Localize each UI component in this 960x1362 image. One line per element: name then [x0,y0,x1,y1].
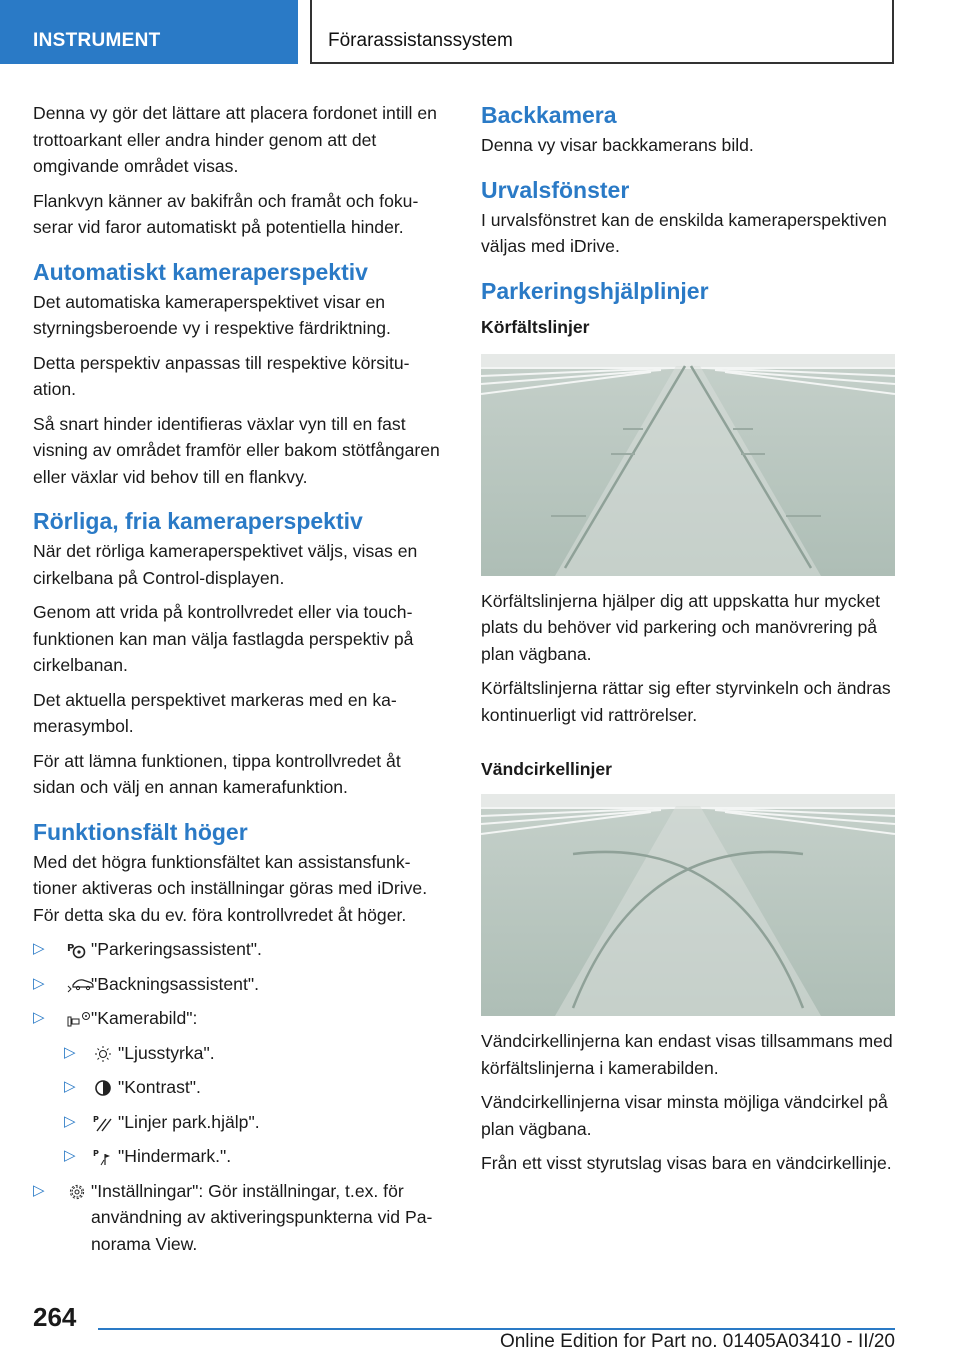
brightness-label: "Ljusstyrka". [118,1042,215,1063]
auto-paragraph-1: Det automatiska kameraperspektivet visar en styrningsberoende vy i respektive färdriktning. [33,291,391,338]
camera-sublist [33,1040,445,1170]
free-paragraph-1: När det rörliga kameraperspektivet väljs, visas en cirkelbana på Control-displayen. [33,541,418,588]
lane-lines-figure [481,354,895,576]
auto-paragraph-3: Så snart hinder identifieras växlar vyn till en fast visning av området framför eller bakom stötfångaren eller växlar vid behov till en flankvy. [33,413,440,487]
intro-paragraph-2: Flankvyn känner av bakifrån och framåt och fokuserar vid faror automatiskt på potentiella hinder. [33,190,419,237]
bullet-triangle: ▷ [33,974,45,992]
turning-lines-heading: Vändcirkellinjer [481,759,613,779]
parking-assistant-icon [67,941,87,959]
turning-paragraph-1: Vändcirkellinjerna kan endast visas tillsammans med körfältslinjerna i kamerabilden. [481,1031,893,1078]
lines-label: "Linjer park.hjälp". [118,1111,260,1132]
free-perspective-heading: Rörliga, fria kameraperspektiv [33,508,363,534]
bullet-triangle: ▷ [64,1147,76,1164]
auto-paragraph-2: Detta perspektiv anpassas till respektive körsituation. [33,352,410,399]
bullet-triangle: ▷ [64,1078,76,1095]
camera-icon [67,1010,93,1028]
rear-camera-paragraph: Denna vy visar backkamerans bild. [481,135,754,155]
reversing-label: "Backningsassistent". [91,973,259,994]
settings-label: "Inställningar": Gör inställningar, t.ex. för användning av aktiveringspunkterna vid Panorama View. [91,1180,433,1254]
function-field-paragraph: Med det högra funktionsfältet kan assistansfunktioner aktiveras och inställningar göras med iDrive. För detta ska du ev. föra kontrollvredet åt höger. [33,851,428,925]
contrast-icon [93,1079,113,1097]
svg-text:P: P [93,1149,99,1158]
camera-label: "Kamerabild": [91,1008,198,1028]
turning-paragraph-3: Från ett visst styrutslag visas bara en vändcirkellinje. [481,1153,892,1173]
function-list [33,936,445,1032]
right-column [481,100,895,1185]
selection-window-paragraph: I urvalsfönstret kan de enskilda kameraperspektiven väljas med iDrive. [481,209,887,256]
turning-paragraph-2: Vändcirkellinjerna visar minsta möjliga vändcirkel på plan vägbana. [481,1092,888,1139]
svg-text:P: P [67,943,75,954]
reversing-assistant-icon [67,976,95,994]
bullet-triangle: ▷ [64,1043,76,1061]
header-section-tab [0,0,298,64]
free-paragraph-4: För att lämna funktionen, tippa kontrollvredet åt sidan och välj en annan kamerafunktion. [33,750,401,797]
lane-lines-heading: Körfältslinjer [481,316,590,337]
bullet-triangle: ▷ [64,1112,76,1130]
list-item-reversing [33,971,445,998]
intro-paragraph-1: Denna vy gör det lättare att placera fordonet intill en trottoarkant eller andra hinder genom att det omgivande området visas. [33,103,437,176]
list-item-contrast [33,1074,445,1101]
list-item-settings [33,1178,445,1258]
list-item-obstacle [33,1143,445,1170]
selection-window-heading: Urvalsfönster [481,176,630,203]
list-item-camera [33,1005,445,1032]
footer-edition: Online Edition for Part no. 01405A03410 - II/20 [499,1331,895,1352]
free-paragraph-3: Det aktuella perspektivet markeras med en kamerasymbol. [33,689,397,736]
header-chapter-box [310,0,894,64]
auto-perspective-heading: Automatiskt kameraperspektiv [33,258,368,285]
section-title: INSTRUMENT [33,30,161,51]
function-field-heading: Funktionsfält höger [33,818,248,845]
bullet-triangle: ▷ [33,1181,45,1199]
lane-paragraph-1: Körfältslinjerna hjälper dig att uppskatta hur mycket plats du behöver vid parkering och manövrering på plan vägbana. [481,590,880,664]
list-item-lines [33,1109,445,1136]
settings-gear-icon [67,1183,87,1201]
settings-list [33,1178,445,1258]
turning-lines-figure [481,794,895,1016]
list-item-brightness [33,1040,445,1067]
footer-divider [98,1328,895,1330]
bullet-triangle: ▷ [33,1009,45,1026]
free-paragraph-2: Genom att vrida på kontrollvredet eller via touchfunktionen kan man välja fastlagda perspektiv på cirkelbanan. [33,602,414,675]
contrast-label: "Kontrast". [118,1077,201,1097]
brightness-icon [93,1045,113,1063]
left-column [33,100,445,1265]
rear-camera-heading: Backkamera [481,102,617,128]
bullet-triangle: ▷ [33,940,45,957]
page-number: 264 [33,1302,77,1332]
list-item-parking [33,936,445,963]
obstacle-label: "Hindermark.". [118,1146,232,1166]
parking-label: "Parkeringsassistent". [91,939,262,959]
chapter-title: Förarassistanssystem [328,30,513,51]
parking-lines-icon [93,1114,113,1132]
parking-lines-heading: Parkeringshjälplinjer [481,277,709,304]
lane-paragraph-2: Körfältslinjerna rättar sig efter styrvinkeln och ändras kontinuerligt vid rattrörelser. [481,678,891,725]
svg-text:P: P [93,1114,99,1124]
obstacle-marking-icon [93,1148,113,1166]
